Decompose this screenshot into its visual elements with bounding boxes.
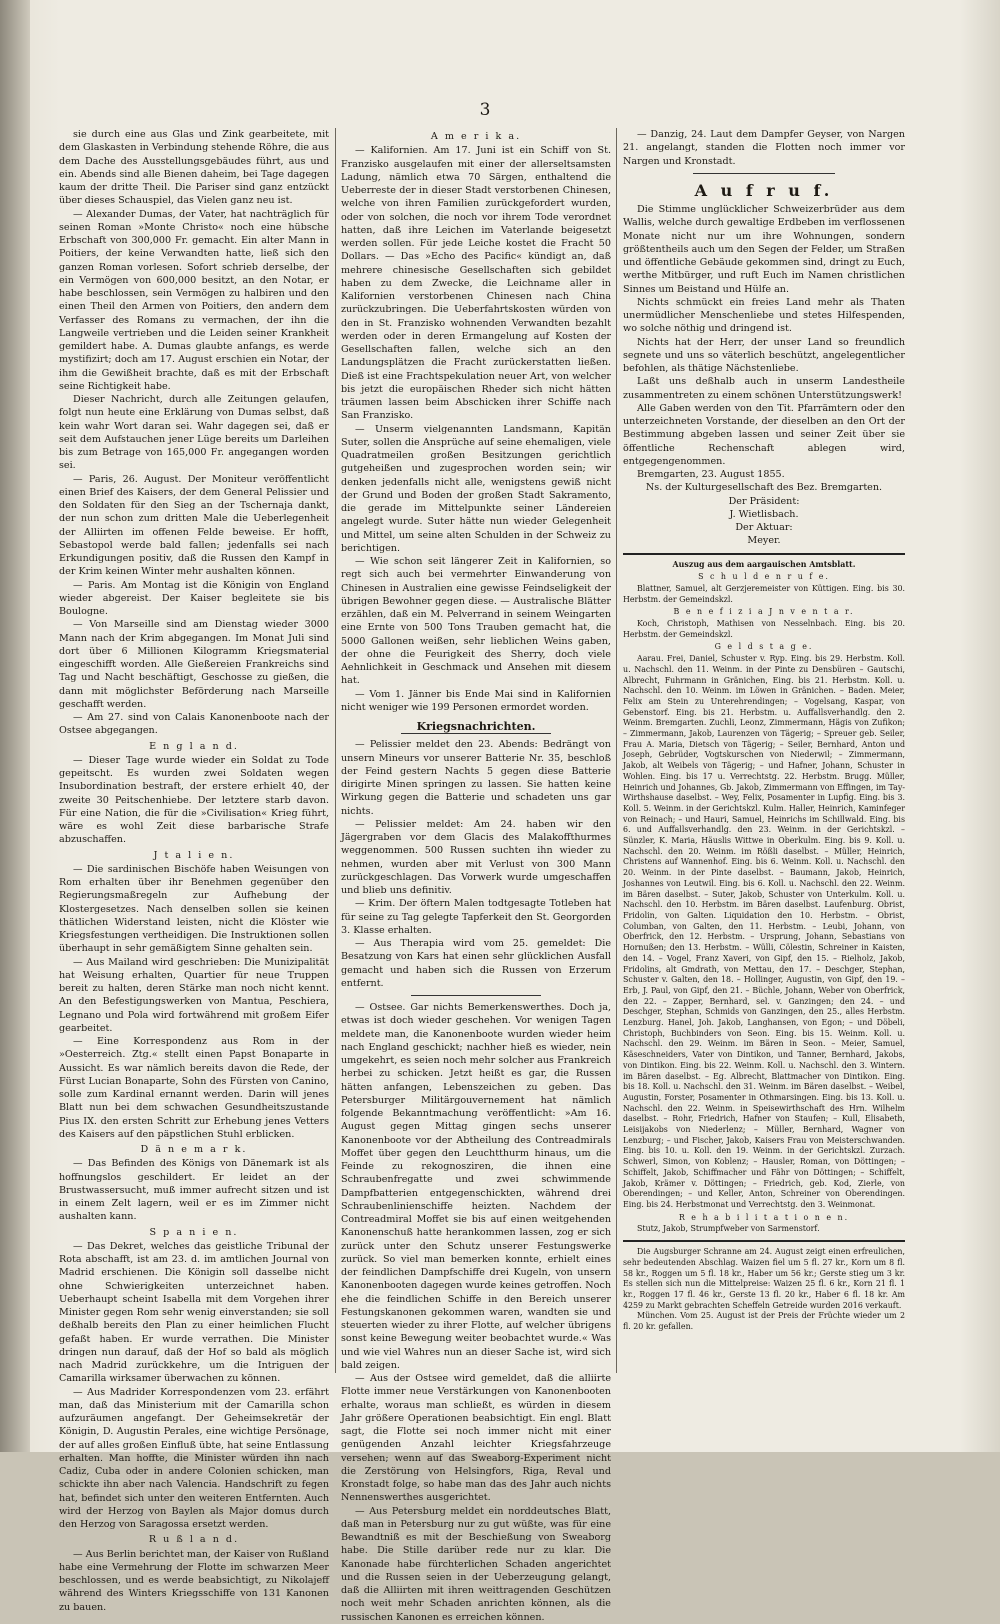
geldstage-heading: G e l d s t a g e. <box>714 642 814 652</box>
inventar-heading: B e n e f i z i a J n v e n t a r. <box>673 607 855 617</box>
aufruf-paragraph: Alle Gaben werden von den Tit. Pfarrämtern oder den unterzeichneten Vorstande, der dieselben an den Ort der Bestimmung abgeben lassen und seiner Zeit über sie öffentliche Rechenschaft ablegen wird, entgegengenommen. <box>623 402 905 467</box>
aufruf-date: Bremgarten, 23. August 1855. <box>637 469 785 480</box>
column-divider <box>616 128 617 1373</box>
separator-rule <box>411 995 541 996</box>
amtsblatt-heading: Auszug aus dem aargauischen Amtsblatt. <box>672 559 856 569</box>
article-paragraph: Dieser Nachricht, durch alle Zeitungen gelaufen, folgt nun heute eine Erklärung von Dumas selbst, daß kein wahr Wort daran sei. Wahr dagegen sei, daß er seit dem Aufstauchen jener Lüge bereits um Darleihen bis zum Betrage von 165,000 Fr. angegangen worden sei. <box>59 394 329 472</box>
rehabilitationen-heading: R e h a b i l i t a t i o n e n. <box>678 1212 850 1222</box>
aufruf-organization: Ns. der Kulturgesellschaft des Bez. Bremgarten. <box>645 482 883 494</box>
separator-rule <box>623 553 905 555</box>
article-paragraph: — Wie schon seit längerer Zeit in Kalifornien, so regt sich auch bei vermehrter Einwanderung von Chinesen in Australien eine gewisse Feindseligkeit der übrigen Bewohner gegen diese. — Australische Blätter erzählen, daß ein M. Pelverrand in seinem Weingarten eine Ernte von 500 Tons Trauben gemacht hat, die 5000 Gallonen weißen, sehr lieblichen Weins gaben, der ohne die Feurigkeit des Sherry, doch viele Aehnlichkeit in Geschmack und Ansehen mit diesem hat. <box>341 556 611 687</box>
page-number: 3 <box>479 100 491 120</box>
aufruf-paragraph: Nichts schmückt ein freies Land mehr als Thaten unermüdlicher Menschenliebe und stetes Hilfespenden, wo solche nöthig und dringend ist. <box>623 296 905 335</box>
schuldenrufe-heading: S c h u l d e n r u f e. <box>698 572 830 582</box>
section-heading-england: E n g l a n d. <box>149 740 239 752</box>
article-paragraph: — Aus Madrider Korrespondenzen vom 23. erfährt man, daß das Ministerium mit der Camarilla schon aufzuräumen angefangt. Der Geheimsekretär der Königin, D. Augustin Perales, eine wichtige Persönage, der auf alles großen Einfluß übte, hat seine Entlassung erhalten. Man hoffte, die Minister würden ihn nach Cadiz, Cuba oder in andere Colonien schicken, man schickte ihn aber nach Valencia. Handschrift zu fegen hat, befindet sich unter den weiteren Entfernten. Auch wird der Herzog von Baylen als Major domus durch den Herzog von Saragossa ersetzt werden. <box>59 1386 329 1530</box>
section-heading-italien: J t a l i e n. <box>153 849 235 861</box>
aufruf-title: A u f r u f. <box>694 180 834 200</box>
column-3 <box>623 128 905 1368</box>
section-heading-spanien: S p a n i e n. <box>149 1226 239 1238</box>
aktuar-label: Der Aktuar: <box>735 522 793 533</box>
article-paragraph: — Am 27. sind von Calais Kanonenboote nach der Ostsee abgegangen. <box>59 712 329 737</box>
aktuar-name: Meyer. <box>747 535 781 547</box>
article-paragraph: — Das Dekret, welches das geistliche Tribunal der Rota abschafft, ist am 23. d. im amtlichen Journal von Madrid erschienen. Die Königin soll dasselbe nicht ohne Schwierigkeiten unterzeichnet haben. Ueberhaupt scheint Isabella mit dem Vorgehen ihrer Minister gegen Rom sehr wenig einverstanden; sie soll deßhalb bereits den Plan zu einer heimlichen Flucht gefaßt haben. Er wurde verrathen. Die Minister dringen nun darauf, daß der Hof so bald als möglich nach Madrid zurückkehre, um die Intriguen der Camarilla wirksamer überwachen zu können. <box>59 1240 329 1385</box>
binding-gutter <box>0 0 30 1452</box>
article-paragraph: — Paris. Am Montag ist die Königin von England wieder abgereist. Der Kaiser begleitete sie bis Boulogne. <box>59 579 329 617</box>
article-paragraph: — Unserm vielgenannten Landsmann, Kapitän Suter, sollen die Ansprüche auf seine ehemaligen, viele Quadratmeilen großen Besitzungen gerichtlich gutgeheißen und zugesprochen worden sein; wir denken jedenfalls nicht alle, wenigstens gewiß nicht der Grund und Boden der großen Stadt Sakramento, die gerade im Mittelpunkte seiner Ländereien angelegt wurde. Suter hätte nun wieder Gelegenheit und Mittel, um seine alten Schulden in der Schweiz zu berichtigen. <box>341 423 611 554</box>
article-paragraph: — Krim. Der öftern Malen todtgesagte Totleben hat für seine zu Tag gelegte Tapferkeit den St. Georgorden 3. Klasse erhalten. <box>341 898 611 936</box>
article-paragraph: — Eine Korrespondenz aus Rom in der »Oesterreich. Ztg.« stellt einen Papst Bonaparte in Aussicht. Es war nämlich bereits davon die Rede, der Fürst Lucian Bonaparte, Sohn des Fürsten von Canino, solle zum Kardinal ernannt werden. Darin will jenes Blatt nun bei dem schwachen Gesundheitszustande Pius IX. den ersten Schritt zur Erhebung jenes Vetters des Kaisers auf den päpstlichen Stuhl erblicken. <box>59 1036 329 1140</box>
article-paragraph: — Aus Berlin berichtet man, der Kaiser von Rußland habe eine Vermehrung der Flotte im schwarzen Meer beschlossen, und es werde beabsichtigt, zu Nikolajeff während des Winters Kriegsschiffe von 131 Kanonen zu bauen. <box>59 1548 329 1613</box>
section-heading-russland: R u ß l a n d. <box>148 1534 240 1546</box>
article-paragraph: — Danzig, 24. Laut dem Dampfer Geyser, von Nargen 21. angelangt, standen die Flotten noch immer vor Nargen und Kronstadt. <box>623 129 905 167</box>
aufruf-paragraph: Die Stimme unglücklicher Schweizerbrüder aus dem Wallis, welche durch gewaltige Erdbeben im verflossenen Monate nicht nur um ihre Wohnungen, sondern größtentheils auch um den Segen der Felder, um Straßen und öffentliche Gebäude gekommen sind, dringt zu Euch, werthe Mitbürger, und ruft Euch im Namen christlichen Sinnes um Beistand und Hülfe an. <box>623 204 905 295</box>
article-paragraph: — Alexander Dumas, der Vater, hat nachträglich für seinen Roman »Monte Christo« noch eine hübsche Erbschaft von 300,000 Fr. gemacht. Ein alter Mann in Poitiers, der keine Verwandten hatte, ließ sich den ganzen Roman vorlesen. Sofort schrieb derselbe, der ein Vermögen von 600,000 besitzt, an den Notar, er habe beschlossen, sein Vermögen zu halbiren und den einen Theil den Armen von Poitiers, den andern dem Verfasser des Romans zu vermachen, der ihn die Langweile vertrieben und die Leiden seiner Krankheit gemildert habe. A. Dumas glaubte anfangs, es werde mystifizirt; doch am 17. August erschien ein Notar, der ihm die Gewißheit brachte, daß es mit der Erbschaft seine Richtigkeit habe. <box>59 208 329 392</box>
geldstage-text: Aarau. Frei, Daniel, Schuster v. Ryp. Eing. bis 29. Herbstm. Koll. u. Nachschl. den 11. Weinm. in der Pinte zu Densbüren – Gautschi, Albrecht, Fuhrmann in Gränichen, Eing. bis 21. Herbstm. Koll. u. Nachschl. den 10. Weinm. im Löwen in Gränichen. – Baden. Meier, Felix am Stein zu Unterehrendingen; – Vogelsang, Kaspar, von Gebenstorf. Eing. bis 21. Herbstm. u. Auffallsverhandlg. den 2. Weinm. Bremgarten. Zuchli, Leonz, Zimmermann, Hägis von Zufikon; – Zimmermann, Jakob, Laurenzen von Tägerig; – Spreuer geb. Seiler, Frau A. Maria, Dietsch von Tägerig; – Seiler, Bernhard, Anton und Joseph, Gebrüder, Vogtskurschen von Niederwil; – Zimmermann, Jakob, alt Weibels von Tägerig; – und Hafner, Johann, Schuster in Wohlen. Eing. bis 17 u. Verrechtstg. 22. Herbstm. Brugg. Müller, Heinrich und Johannes, Gb. Jakob, Zimmermann von Effingen, im Tay-Wirthshause daselbst. – Wey, Felix, Posamenter in Lupfig. Eing. bis 3. Koll. 5. Weinm. in der Gerichtskzl. Kulm. Haller, Heinrich, Kaminfeger von Reinach; – und Hauri, Samuel, Heinrichs im Schillwald. Eing. bis 6. und Auffallsverhandlg. den 23. Weinm. in der Gerichtskzl. – Sünzler, K. Maria, Häuslis Wittwe in Oberkulm. Eing. bis 9. Koll. u. Nachschl. den 20. Weinm. im Rößli daselbst. – Müller, Heinrich, Christens auf Wannenhof. Eing. bis 6. Weinm. Koll. u. Nachschl. den 20. Weinm. in der Pinte daselbst. – Baumann, Jakob, Heinrich, Joshannes von Leutwil. Eing. bis 6. Koll. u. Nachschl. den 22. Weinm. im Bären daselbst. – Suter, Jakob, Schuster von Unterkulm. Koll. u. Nachschl. den 10. Herbstm. im Bären daselbst. Laufenburg. Obrist, Fridolin, von Galten. Liquidation den 10. Herbstm. – Obrist, Columban, von Galten, den 11. Herbstm. – Leubi, Johann, von Oberfrick, den 12. Herbstm. – Ursprung, Johann, Sebastians von Hornußen; den 13. Herbstm. – Wülli, Cölestin, Schreiner in Kaisten, den 14. – Vogel, Franz Xaveri, von Gipf, den 15. – Rielholz, Jakob, Fridolins, alt Gmdrath, von Mettau, den 17. – Deschger, Stephan, Schuster v. Galten, den 18. – Hollinger, Augustin, von Gipf, den 19. – Erb, J. Paul, von Gipf, den 21. – Büchle, Johann, Weber von Oberfrick, den 22. – Zapper, Bernhard, sel. v. Ganzingen; den 24. – und Deschger, Stephan, Schmids von Ganzingen, den 25., alles Herbstm. Lenzburg. Hanel, Joh. Jakob, Langhansen, von Egon; – und Döbeli, Christoph, Buchbinders von Seon. Eing. bis 15. Weinm. Koll. u. Nachschl. den 29. Weinm. im Bären in Seon. – Meier, Samuel, Käseschneiders, Vater von Dintikon, und Tanner, Bernhard, Jakobs, von Dintikon. Eing. bis 22. Weinm. Koll. u. Nachschl. den 3. Wintern. im Bären daselbst. – Eg. Albrecht, Blattmacher von Dintikon. Eing. bis 18. Koll. u. Nachschl. den 31. Weinm. im Bären daselbst. – Weibel, Augustin, Forster, Posamenter in Othmarsingen. Eing. bis 13. Koll. u. Nachschl. den 22. Weinm. in Speisewirthschaft des Hrn. Wilhelm daselbst. – Rohr, Friedrich, Hafner von Staufen; – Kull, Elisabeth, Leisijakobs von Niederlenz; – Müller, Bernhard, Wagner von Lenzburg; – und Fischer, Jakob, Kaisers Frau von Meisterschwanden. Eing. bis 10. u. Koll. den 19. Weinm. in der Gerichtskzl. Zurzach. Schwerl, Simon, von Koblenz; – Hausler, Roman, von Döttingen; – Schiffelt, Jakob, Schiffmacher und Fähr von Döttingen; – Schiffelt, Jakob, Krämer v. Döttingen; – Friedrich, geb. Kod, Zierle, von Oberendingen; – und Keller, Anton, Schreiner von Oberendingen. Eing. bis 24. Herbstmonat und Verrechtstg. den 3. Weinmonat. <box>623 654 905 1209</box>
column-divider <box>335 128 336 1373</box>
article-paragraph: sie durch eine aus Glas und Zink gearbeitete, mit dem Glaskasten in Verbindung stehende Röhre, die aus dem Dache des Ausstellungsgebäudes führt, aus und ein. Abends sind alle Bienen daheim, bei Tage dagegen kaum der dritte Theil. Die Pariser sind ganz entzückt über dieses Schauspiel, das Vielen ganz neu ist. <box>59 129 329 207</box>
muenchen-market-report: München. Vom 25. August ist der Preis der Früchte wieder um 2 fl. 20 kr. gefallen. <box>623 1311 905 1332</box>
article-paragraph: — Ostsee. Gar nichts Bemerkenswerthes. Doch ja, etwas ist doch wieder geschehen. Vor wenigen Tagen meldete man, die Kanonenboote wurden wieder heim nach England geschickt; nachher hieß es wieder, nein umgekehrt, es seien noch mehr solcher aus Frankreich herbei zu schicken. Jetzt heißt es gar, die Russen hätten anfangen, Lebenszeichen zu geben. Das Petersburger Militärgouvernement hat nämlich folgende Bekanntmachung veröffentlicht: »Am 16. August gegen Mittag gingen sechs unserer Kanonenboote vor der Abtheilung des Contreadmirals Moffet über gegen den Leuchtthurm hinaus, um die Feinde zu rekognosziren, die ihnen eine Schraubenfregatte und zwei schwimmende Dampfbatterien entgegenschickten, während drei Schraubenlinienschiffe heizten. Nachdem der Contreadmiral Moffet sie bis auf einen weitgehenden Kanonenschuß hatte herankommen lassen, zog er sich zurück unter den Schutz unserer Festungswerke zurück. So viel man bemerken konnte, erhielt eines der feindlichen Dampfschiffe drei Kugeln, von unsern Kanonenbooten dagegen wurde keines getroffen. Noch ehe die feindlichen Schiffe in den Bereich unserer Festungskanonen gekommen waren, wandten sie und steuerten wieder zu ihrer Flotte, auf welcher übrigens sonst keine Bewegung weiter beobachtet wurde.« Was und wie viel Wahres nun an dieser Sache ist, wird sich bald zeigen. <box>341 1002 611 1371</box>
section-heading-kriegsnachrichten: Kriegsnachrichten. <box>401 720 551 734</box>
article-paragraph: — Aus Petersburg meldet ein norddeutsches Blatt, daß man in Petersburg nur zu gut wüßte, was für eine Bewandtniß es mit der Beschießung von Sweaborg habe. Die Stille darüber rede nur zu klar. Die Kanonade habe fürchterlichen Schaden angerichtet und die Russen seien in der Ueberzeugung gelangt, daß die Alliirten mit ihren weittragenden Geschützen noch weit mehr Schaden anrichten können, als die russischen Kanonen es erreichen können. <box>341 1505 611 1623</box>
rehabilitationen-text: Stutz, Jakob, Strumpfweber von Sarmenstorf. <box>637 1224 820 1234</box>
article-paragraph: — Von Marseille sind am Dienstag wieder 3000 Mann nach der Krim abgegangen. Im Monat Juli sind dort über 6 Millionen Kilogramm Kriegsmaterial eingeschifft worden. Alle Gießereien Frankreichs sind Tag und Nacht beschäftigt, Geschosse zu gießen, die dann mit möglichster Beförderung nach Marseille geschafft werden. <box>59 619 329 710</box>
article-paragraph: — Aus Mailand wird geschrieben: Die Munizipalität hat Weisung erhalten, Quartier für neue Truppen bereit zu halten, deren Stärke man noch nicht kennt. An den Befestigungswerken von Mantua, Peschiera, Legnano und Pola wird fortwährend mit großem Eifer gearbeitet. <box>59 956 329 1034</box>
article-paragraph: — Die sardinischen Bischöfe haben Weisungen von Rom erhalten über ihr Benehmen gegenüber den Regierungsmaßregeln zur Aufhebung der Klostergesetzes. Nach denselben sollen sie keinen thätlichen Widerstand leisten, nicht die Klöster wie Kriegsfestungen vertheidigen. Die Instruktionen sollen überhaupt in sehr gemäßigtem Sinne gehalten sein. <box>59 863 329 955</box>
separator-rule <box>623 1240 905 1242</box>
article-paragraph: — Das Befinden des Königs von Dänemark ist als hoffnungslos geschildert. Er leidet an der Brustwassersucht, muß immer aufrecht sitzen und ist in einem Zelt lagern, weil er es im Zimmer nicht aushalten kann. <box>59 1158 329 1223</box>
article-paragraph: — Kalifornien. Am 17. Juni ist ein Schiff von St. Franzisko ausgelaufen mit einer der allerseltsamsten Ladung, nämlich etwa 70 Särgen, enthaltend die Ueberreste der in dieser Stadt verstorbenen Chinesen, welche von ihren Familien zurückgefordert wurden, oder von solchen, die noch vor ihrem Tode verordnet hatten, daß ihre Leichen im Vaterlande beigesetzt werden sollen. Für jede Leiche kostet die Fracht 50 Dollars. — Das »Echo des Pacific« kündigt an, daß mehrere chinesische Gesellschaften sich gebildet haben zu dem Zwecke, die Leichname aller in Kalifornien verstorbenen Chinesen nach China zurückzubringen. Die Ueberfahrtskosten würden von den in St. Franzisko wohnenden Verwandten bezahlt werden oder in deren Ermangelung auf Kosten der Gesellschaften fallen, welche sich an den Landungsplätzen die Fracht zurückerstatten ließen. Dieß ist eine Frachtspekulation neuer Art, von welcher bis jetzt die europäischen Rheder sich nicht hätten träumen lassen beim Abschicken ihrer Schiffe nach San Franzisko. <box>341 145 611 422</box>
article-paragraph: — Pelissier meldet den 23. Abends: Bedrängt von unsern Mineurs vor unserer Batterie Nr. 35, beschloß der Feind gestern Nachts 5 gegen diese Batterie dirigirte Minen springen zu lassen. Sie hatten keine Wirkung gegen die Batterie und schadeten uns gar nichts. <box>341 739 611 817</box>
praesident-label: Der Präsident: <box>728 495 800 507</box>
separator-rule <box>693 173 835 174</box>
article-paragraph: — Aus der Ostsee wird gemeldet, daß die alliirte Flotte immer neue Verstärkungen von Kanonenbooten erhalte, woraus man schließt, es würden in diesem Jahr größere Operationen beabsichtigt. Ein engl. Blatt sagt, die Flotte sei noch immer nicht mit einer genügenden Anzahl leichter Kriegsfahrzeuge versehen; wenn auf das Sweaborg-Experiment nicht die Zerstörung von Helsingfors, Riga, Reval und Kronstadt folge, so habe man das des Jahr auch nichts Nennenswerthes ausgerichtet. <box>341 1373 611 1504</box>
section-heading-daenemark: D ä n e m a r k. <box>140 1144 248 1155</box>
augsburg-market-report: Die Augsburger Schranne am 24. August zeigt einen erfreulichen, sehr bedeutenden Abschlag. Waizen fiel um 5 fl. 27 kr., Korn um 8 fl. 58 kr., Roggen um 5 fl. 18 kr., Haber um 56 kr.; Gerste stieg um 3 kr. Es stellen sich nun die Mittelpreise: Waizen 25 fl. 6 kr., Korn 21 fl. 1 kr., Roggen 17 fl. 46 kr., Gerste 13 fl. 20 kr., Haber 6 fl. 18 kr. Am 4259 zu Markt gebrachten Scheffeln Getreide wurden 2016 verkauft. <box>623 1247 905 1310</box>
section-heading-amerika: A m e r i k a. <box>430 131 522 142</box>
column-1 <box>59 128 329 1613</box>
praesident-name: J. Wietlisbach. <box>729 508 799 520</box>
article-paragraph: — Dieser Tage wurde wieder ein Soldat zu Tode gepeitscht. Es wurden zwei Soldaten wegen Insubordination bestraft, der erstere erhielt 40, der zweite 30 Peitschenhiebe. Der letztere starb davon. Für eine Nation, die für die »Civilisation« Krieg führt, wäre es wohl Zeit diese barbarische Strafe abzuschaffen. <box>59 754 329 846</box>
schuldenrufe-text: Blattner, Samuel, alt Gerzjeremeister von Küttigen. Eing. bis 30. Herbstm. der Gemeindskzl. <box>623 583 905 604</box>
column-2 <box>341 128 611 1623</box>
article-paragraph: — Pelissier meldet: Am 24. haben wir den Jägergraben vor dem Glacis des Malakoffthurmes weggenommen. 500 Russen suchten ihn wieder zu nehmen, wurden aber mit Verlust von 300 Mann zurückgeschlagen. Das Vorwerk wurde umgeschaffen und blieb uns definitiv. <box>341 818 611 896</box>
aufruf-paragraph: Laßt uns deßhalb auch in unserm Landestheile zusammentreten zu einem schönen Unterstützungswerk! <box>623 376 905 401</box>
aufruf-paragraph: Nichts hat der Herr, der unser Land so freundlich segnete und uns so väterlich beschützt, angelegentlicher befohlen, als thätige Nächstenliebe. <box>623 336 905 374</box>
article-paragraph: — Paris, 26. August. Der Moniteur veröffentlicht einen Brief des Kaisers, der dem General Pelissier und den Soldaten für den Sieg an der Tschernaja dankt, der nun schon zum dritten Male die Ueberlegenheit der Alliirten im offenen Felde beweise. Er hofft, Sebastopol werde bald fallen; jedenfalls sei nach Erkundigungen positiv, daß die Russen den Kampf in der Krim keinen Winter mehr aushalten können. <box>59 473 329 578</box>
article-paragraph: — Vom 1. Jänner bis Ende Mai sind in Kalifornien nicht weniger wie 199 Personen ermordet worden. <box>341 688 611 713</box>
inventar-text: Koch, Christoph, Mathisen von Nesselnbach. Eing. bis 20. Herbstm. der Gemeindskzl. <box>623 619 905 639</box>
article-paragraph: — Aus Therapia wird vom 25. gemeldet: Die Besatzung von Kars hat einen sehr glücklichen Ausfall gemacht und haben sich die Russen von Erzerum entfernt. <box>341 938 611 989</box>
